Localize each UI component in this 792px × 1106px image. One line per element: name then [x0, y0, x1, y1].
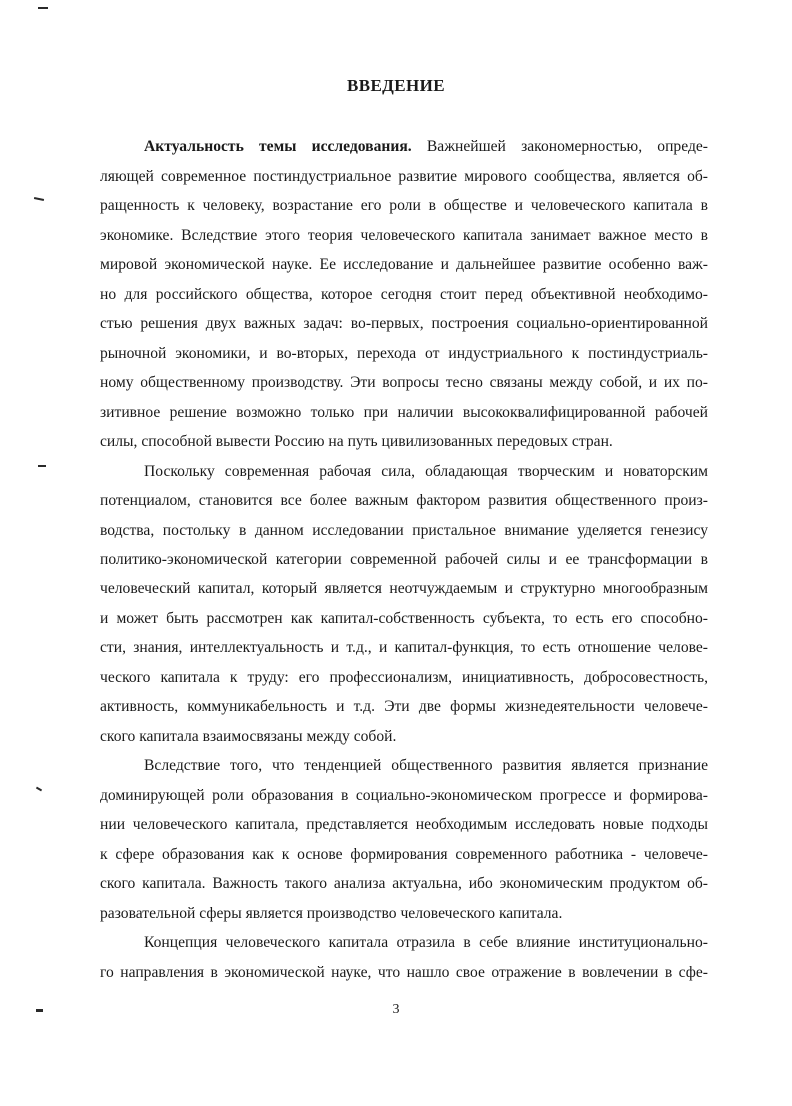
body-line: разовательной сферы является производство человеческого капитала.	[100, 905, 563, 922]
body-line: сти, знания, интеллектуальность и т.д., и капитал-функция, то есть отношение челове-	[100, 639, 708, 656]
body-line: ческого капитала к труду: его профессионализм, инициативность, добросовестность,	[100, 669, 708, 686]
scan-mark	[34, 197, 44, 201]
scan-mark	[38, 7, 48, 9]
page-title: ВВЕДЕНИЕ	[346, 76, 446, 95]
body-line: нии человеческого капитала, представляется необходимым исследовать новые подходы	[100, 816, 708, 833]
body-line: ращенность к человеку, возрастание его роли в обществе и человеческого капитала в	[100, 197, 708, 214]
body-line: к сфере образования как к основе формирования современного работника - человече-	[100, 846, 708, 863]
body-line: и может быть рассмотрен как капитал-собственность субъекта, то есть его способно-	[100, 610, 708, 627]
body-line: но для российского общества, которое сегодня стоит перед объективной необходимо-	[100, 286, 708, 303]
scan-mark	[36, 787, 42, 792]
body-line: Поскольку современная рабочая сила, обладающая творческим и новаторским	[144, 463, 708, 480]
body-line: человеческий капитал, который является неотчуждаемым и структурно многообразным	[100, 580, 708, 597]
body-line: рыночной экономики, и во-вторых, перехода от индустриального к постиндустриаль-	[100, 345, 708, 362]
body-line: Концепция человеческого капитала отразила в себе влияние институционально-	[144, 934, 708, 951]
body-line: силы, способной вывести Россию на путь цивилизованных передовых стран.	[100, 433, 613, 450]
body-line: экономике. Вследствие этого теория человеческого капитала занимает важное место в	[100, 227, 708, 244]
body-line: го направления в экономической науке, что нашло свое отражение в вовлечении в сфе-	[100, 964, 708, 981]
page-number: 3	[392, 1002, 400, 1017]
body-line: ляющей современное постиндустриальное развитие мирового сообщества, является об-	[100, 168, 708, 185]
body-line: мировой экономической науке. Ее исследование и дальнейшее развитие особенно важ-	[100, 256, 708, 273]
body-line: зитивное решение возможно только при наличии высококвалифицированной рабочей	[100, 404, 708, 421]
body-line: доминирующей роли образования в социально-экономическом прогрессе и формирова-	[100, 787, 708, 804]
body-line: политико-экономической категории современной рабочей силы и ее трансформации в	[100, 551, 708, 568]
body-line: ского капитала взаимосвязаны между собой.	[100, 728, 397, 745]
body-line: водства, постольку в данном исследовании пристальное внимание уделяется генезису	[100, 522, 708, 539]
body-line: Актуальность темы исследования. Важнейшей закономерностью, опреде-	[144, 138, 708, 155]
body-line: активность, коммуникабельность и т.д. Эти две формы жизнедеятельности человече-	[100, 698, 708, 715]
body-line: стью решения двух важных задач: во-первых, построения социально-ориентированной	[100, 315, 708, 332]
scan-mark	[38, 465, 46, 467]
body-line: Вследствие того, что тенденцией общественного развития является признание	[144, 757, 708, 774]
body-line: ному общественному производству. Эти вопросы тесно связаны между собой, и их по-	[100, 374, 708, 391]
lead-phrase: Актуальность темы исследования.	[144, 138, 412, 155]
body-line: потенциалом, становится все более важным фактором развития общественного произ-	[100, 492, 708, 509]
body-line: ского капитала. Важность такого анализа актуальна, ибо экономическим продуктом об-	[100, 875, 708, 892]
